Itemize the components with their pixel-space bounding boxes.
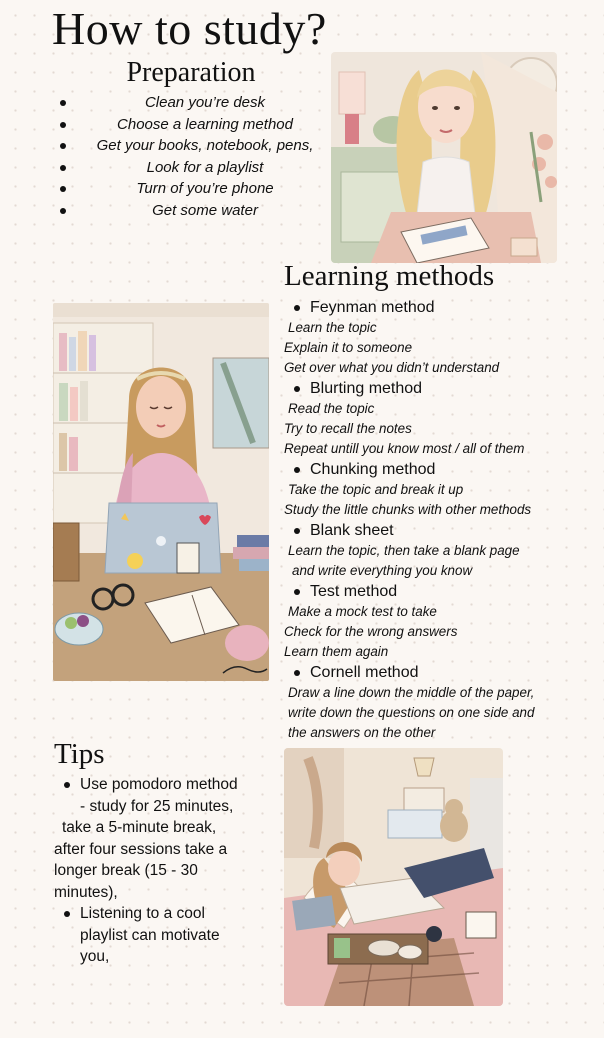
tips-list [54, 774, 280, 968]
method-step: Learn them again [284, 644, 389, 659]
method-step: Draw a line down the middle of the paper, [288, 685, 535, 700]
preparation-heading: Preparation [126, 57, 256, 88]
method-step: Study the little chunks with other methods [284, 502, 532, 517]
method-step: and write everything you know [292, 563, 473, 578]
illustration-girl-bed-laptop [284, 748, 503, 1006]
method-step: the answers on the other [288, 725, 436, 740]
method-step: Take the topic and break it up [288, 482, 464, 497]
tip-line: minutes), [54, 883, 118, 901]
preparation-list [58, 92, 328, 222]
list-item: Look for a playlist [58, 157, 328, 179]
method-step: Repeat untill you know most / all of them [284, 441, 525, 456]
method-title: Blurting method [284, 378, 602, 399]
list-item: Turn of you’re phone [58, 178, 328, 200]
learning-methods-heading: Learning methods [284, 260, 495, 292]
tip-line: playlist can motivate [80, 926, 220, 944]
learning-methods-list [284, 297, 602, 743]
list-item: Get your books, notebook, pens, [58, 135, 328, 157]
tip-line: - study for 25 minutes, [80, 797, 234, 815]
method-title: Cornell method [284, 662, 602, 683]
method-title: Test method [284, 581, 602, 602]
method-step: Make a mock test to take [288, 604, 437, 619]
tip-line: after four sessions take a [54, 840, 228, 858]
method-step: Check for the wrong answers [284, 624, 458, 639]
illustration-girl-desk-laptop [53, 303, 269, 681]
list-item: Clean you’re desk [58, 92, 328, 114]
tip-line: you, [80, 948, 110, 965]
method-step: Try to recall the notes [284, 421, 412, 436]
method-title: Feynman method [284, 297, 602, 318]
tip-line: Listening to a cool [54, 903, 280, 925]
tip-line: Use pomodoro method [54, 774, 280, 796]
illustration-girl-laptop-bedroom [331, 52, 557, 263]
tips-heading: Tips [54, 738, 105, 770]
page-title: How to study? [52, 3, 327, 54]
tip-line: take a 5-minute break, [62, 819, 217, 836]
method-step: write down the questions on one side and [288, 705, 535, 720]
method-step: Get over what you didn’t understand [284, 360, 500, 375]
method-step: Learn the topic, then take a blank page [288, 543, 520, 558]
method-step: Learn the topic [288, 320, 377, 335]
method-step: Explain it to someone [284, 340, 413, 355]
tip-line: longer break (15 - 30 [54, 862, 198, 879]
method-title: Chunking method [284, 459, 602, 480]
method-title: Blank sheet [284, 520, 602, 541]
method-step: Read the topic [288, 401, 375, 416]
list-item: Get some water [58, 200, 328, 222]
list-item: Choose a learning method [58, 114, 328, 136]
